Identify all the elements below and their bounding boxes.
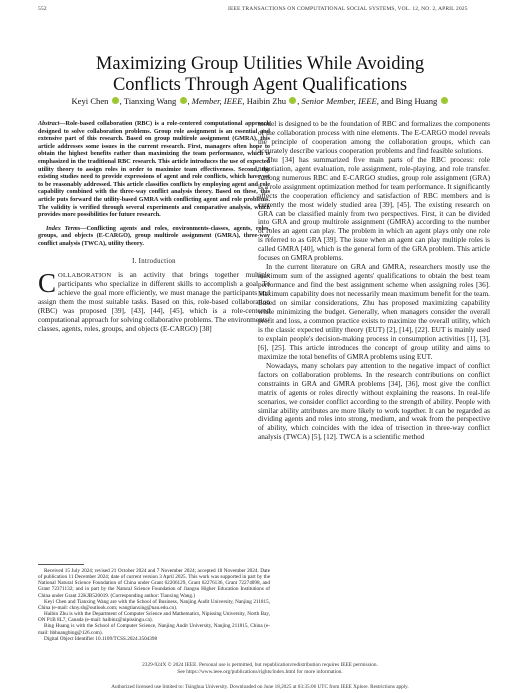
section-heading: I. Introduction — [132, 257, 176, 265]
left-column — [38, 120, 270, 334]
author-role: Member, IEEE — [191, 96, 243, 106]
footnotes — [38, 568, 270, 642]
author-name: Bing Huang — [395, 96, 438, 106]
separator: , — [119, 96, 124, 106]
orcid-icon[interactable] — [441, 97, 448, 104]
journal-header: IEEE TRANSACTIONS ON COMPUTATIONAL SOCIAL SYSTEMS, VOL. 12, NO. 2, APRIL 2025 — [228, 6, 468, 12]
paper-title — [0, 54, 520, 96]
title-line-2: Conflicts Through Agent Qualifications — [112, 75, 408, 95]
footnote-rule — [38, 564, 84, 565]
separator: , and — [376, 96, 396, 106]
separator: , — [297, 96, 302, 106]
abstract — [38, 120, 270, 219]
index-terms — [38, 225, 270, 248]
license-notice: Authorized licensed use limited to: Tsinghua University. Downloaded on June 18,2025 at 03:35:06 UTC from IEEE Xplore. Restrictions apply. — [111, 684, 409, 690]
index-terms-label: Index Terms — [46, 224, 81, 232]
footnote-received: Received 15 July 2024; revised 21 October 2024 and 7 November 2024; accepted 18 November 2024. Date of publication 11 December 2024; date of current version 3 April 2025. This work was supported in part by the National Natural Science Foundation of China under Grant 62206129, Grant 62276136, Grant 72274098, and Grant 72371132; and in part by the Natural Science Foundation of Jiangsu Higher Education Institutions of China under Grant 22KJB520019. (Corresponding author: Tianxing Wang.) — [38, 568, 270, 599]
author-name: Haibin Zhu — [246, 96, 287, 106]
drop-cap: C — [38, 267, 57, 298]
author-name: Keyi Chen — [71, 96, 109, 106]
intro-paragraph — [38, 267, 270, 335]
body-paragraph: In the current literature on GRA and GMRA, researchers mostly use the maximum sum of the assigned agents' qualifications to obtain the best team performance and find the best assignment scheme when assigning roles [36]. Maximum capability does not necessarily mean maximum benefit for the team. Based on similar considerations, Zhu has proposed maximizing capability while minimizing the budget. Generally, when managers consider the overall profit and loss, a common practice exists to maximize the overall utility, which is the classic expected utility theory (EUT) [2], [14], [22]. EUT is mainly used to explain people's decision-making process in consumption activities [1], [3], [6], [25]. This article introduces the concept of group utility and aims to maximize the total benefits of GMRA problems using EUT. — [258, 262, 490, 361]
intro-text: is an activity that brings together multiple participants who specialize in different skills to accomplish a goal. To achieve the goal more efficiently, we must manage the participants and assign them the most suitable tasks. Based on this, role-based collaboration (RBC) was proposed [39], [43], [44], [45], which is a role-centered computational approach for solving collaborative problems. The environments-classes, agents, roles, groups, and objects (E-CARGO) [38] — [38, 269, 270, 334]
copyright-notice — [0, 662, 520, 675]
orcid-icon[interactable] — [180, 97, 187, 104]
orcid-icon[interactable] — [112, 97, 119, 104]
separator: , — [242, 96, 247, 106]
footnote-affiliation: Bing Huang is with the School of Computer Science, Nanjing Audit University, Nanjing 211815, China (e-mail: hbhuangbing@126.com). — [38, 623, 270, 636]
footnote-affiliation: Haibin Zhu is with the Department of Computer Science and Mathematics, Nipissing University, North Bay, ON P1B 8L7, Canada (e-mail: haibinz@nipissingu.ca). — [38, 611, 270, 624]
title-line-1: Maximizing Group Utilities While Avoiding — [95, 54, 425, 74]
separator: , — [187, 96, 192, 106]
right-column — [258, 120, 490, 442]
body-paragraph: Nowadays, many scholars pay attention to the negative impact of conflict factors on collaboration problems. In the research contributions on conflict constraints in GRA and GMRA problems [34], [36], most give the conflict matrix of agents or roles directly without explaining the reasons. In real-life scenarios, we consider conflict according to the strength of ability. People with similar ability attributes are more likely to work together. It can be regarded as dividing agents and roles into strong, medium, and weak from the perspective of ability, which coincides with the idea of trisection in three-way conflict analysis (TWCA) [5], [12]. TWCA is a scientific method — [258, 360, 490, 442]
orcid-icon[interactable] — [289, 97, 296, 104]
copyright-line: 2329-924X © 2024 IEEE. Personal use is permitted, but republication/redistribution requires IEEE permission. — [142, 662, 378, 668]
author-name: Tianxing Wang — [123, 96, 177, 106]
first-word: OLLABORATION — [58, 271, 112, 279]
page-number: 552 — [38, 6, 47, 12]
body-paragraph: Zhu [34] has summarized five main parts of the RBC process: role negotiation, agent evaluation, role assignment, role-playing, and role transfer. Among numerous RBC and E-CARGO studies, group role assignment (GRA) is a role assignment optimization method for team performance. It significantly affects the cooperation efficiency and satisfaction of RBC members and is currently the most widely studied area [39], [45]. The existing research on GRA can be classified mainly from two perspectives. First, it can be divided into GRA and group multirole assignment (GMRA) according to the number of roles an agent can play. The problem in which an agent plays only one role is referred to as GRA [39]. The issue when an agent can play multiple roles is called GMRA [40], which is the general form of the GRA problem. This article focuses on GMRA problems. — [258, 154, 490, 263]
body-paragraph: model is designed to be the foundation of RBC and formalizes the components of the collaboration process with nine elements. The E-CARGO model reveals the principle of cooperation among the collaboration groups, which can accurately describe various cooperation problems and find feasible solutions. — [258, 119, 490, 155]
index-terms-text: —Conflicting agents and roles, environments-classes, agents, roles, groups, and objects (E-CARGO), group multirole assignment (GMRA), three-way conflict analysis (TWCA), utility theory. — [38, 224, 270, 247]
abstract-text: —Role-based collaboration (RBC) is a role-centered computational approach designed to solve collaboration problems. Group role assignment is an essential and extensive part of this research. Based on group multirole assignment (GMRA), this article addresses some issues in the current research. First, managers often hope to obtain the highest benefits rather than maximizing the team performance, which is emphasized in the traditional RBC research. This article introduces the use of expected utility theory to assign roles in order to maximize team effectiveness. Second, the existing studies need to provide expressions of agent and role conflicts, which have yet to be reasonably addressed. This article classifies conflicts by employing agent and role capability combined with the three-way conflict analysis theory. Based on these, this article puts forward the utility-based GMRA with conflicting agent and role problems. The validity is verified through several experiments and comparative analysis, which provides more possibilities for future research. — [38, 120, 270, 219]
rights-line: See https://www.ieee.org/publications/rights/index.html for more information. — [177, 668, 343, 675]
author-role: Senior Member, IEEE — [301, 96, 377, 106]
footnote-affiliation: Keyi Chen and Tianxing Wang are with the School of Business, Nanjing Audit University, Nanjing 211815, China (e-mail: ckny.sh@outlook.com; wangtianxing@nau.edu.cn). — [38, 598, 270, 611]
author-list — [0, 96, 520, 106]
footnote-doi: Digital Object Identifier 10.1109/TCSS.2024.3504398 — [44, 635, 158, 642]
abstract-label: Abstract — [38, 120, 60, 127]
